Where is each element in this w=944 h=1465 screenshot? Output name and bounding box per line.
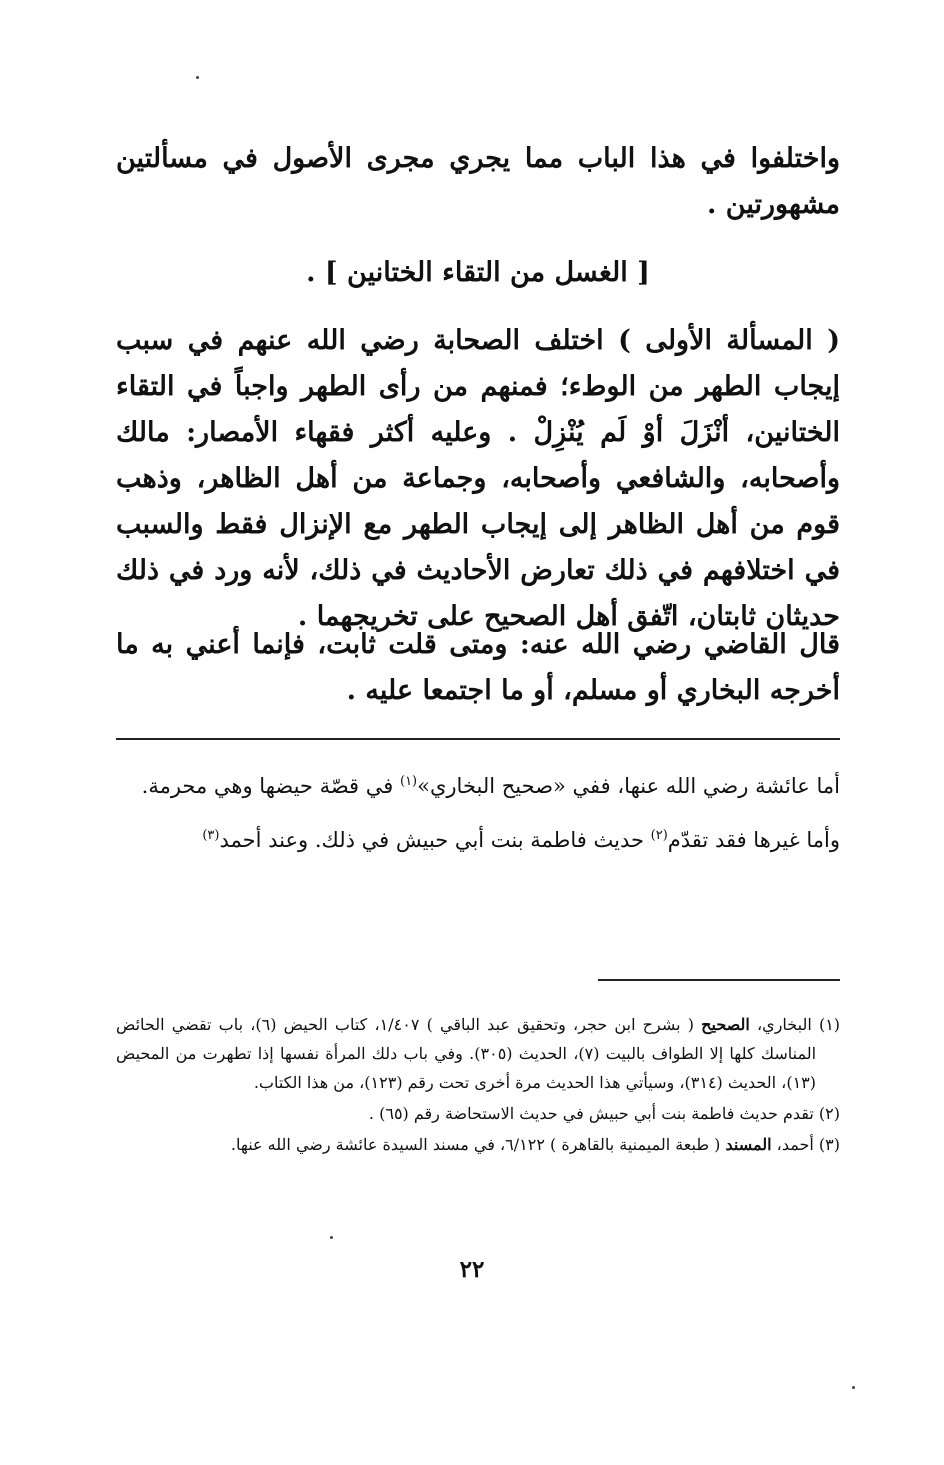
commentary-line-1: [116, 762, 840, 806]
issue-label: ( المسألة الأولى ): [618, 325, 840, 356]
footnote-text: ( طبعة الميمنية بالقاهرة ) ٦/١٢٢، في مسند السيدة عائشة رضي الله عنها.: [230, 1135, 726, 1154]
scan-speck: [196, 76, 199, 79]
commentary-text: حديث فاطمة بنت أبي حبيش في ذلك. وعند أحمد: [219, 828, 651, 852]
main-paragraph-3: قال القاضي رضي الله عنه: ومتى قلت ثابت، فإنما أعني به ما أخرجه البخاري أو مسلم، أو ما اجتمعا عليه .: [116, 629, 840, 706]
footnote-2: (٢) تقدم حديث فاطمة بنت أبي حبيش في حديث الاستحاضة رقم (٦٥) .: [368, 1104, 840, 1123]
footnote-3: [116, 1130, 840, 1159]
footnote-ref: (٢): [650, 828, 668, 843]
footnote-1: [116, 1010, 840, 1097]
footnote-number: (٣): [818, 1135, 840, 1154]
footnote-text: ( بشرح ابن حجر، وتحقيق عبد الباقي ) ١/٤٠٧، كتاب الحيض (٦)، باب تقضي الحائض المناسك كلها إلا الطواف بالبيت (٧)، الحديث (٣٠٥). وفي باب دلك المرأة نفسها إذا تطهرت من المحيض (١٣)، الحديث (٣١٤)، وسيأتي هذا الحديث مرة أخرى تحت رقم (١٢٣)، من هذا الكتاب.: [116, 1015, 817, 1092]
commentary-line-2: [116, 816, 840, 860]
section-heading: [ الغسل من التقاء الختانين ] .: [306, 257, 650, 288]
footnote-title: الصحيح: [701, 1015, 750, 1034]
commentary-block: [116, 762, 840, 860]
footnotes-divider: [598, 979, 840, 981]
commentary-text: في قصّة حيضها وهي محرمة.: [141, 774, 400, 798]
main-paragraph-1: واختلفوا في هذا الباب مما يجري مجرى الأصول في مسألتين مشهورتين .: [116, 143, 840, 220]
footnotes-block: [116, 1010, 840, 1161]
page-number: ٢٢: [459, 1256, 485, 1283]
footnote-divider: [116, 738, 840, 740]
issue-text: اختلف الصحابة رضي الله عنهم في سبب إيجاب الطهر من الوطء؛ فمنهم من رأى الطهر واجباً في التقاء الختانين، أنْزَلَ أوْ لَم يُنْزِلْ . وعليه أكثر فقهاء الأمصار: مالك وأصحابه، والشافعي وأصحابه، وجماعة من أهل الظاهر، وذهب قوم من أهل الظاهر إلى إيجاب الطهر مع الإنزال فقط والسبب في اختلافهم في ذلك تعارض الأحاديث في ذلك، لأنه ورد في ذلك حديثان ثابتان، اتّفق أهل الصحيح على تخريجهما .: [116, 325, 840, 632]
commentary-text: أما عائشة رضي الله عنها، ففي «صحيح البخاري»: [417, 774, 840, 798]
scan-speck: [852, 1386, 855, 1389]
footnote-author: أحمد،: [771, 1135, 819, 1154]
footnote-title: المسند: [725, 1135, 772, 1154]
commentary-text: وأما غيرها فقد تقدّم: [667, 828, 840, 852]
scan-speck: [330, 1236, 333, 1239]
main-paragraph-2: [116, 318, 840, 640]
footnote-ref: (٣): [202, 828, 220, 843]
footnote-ref: (١): [399, 774, 418, 789]
footnote-number: (١): [818, 1015, 841, 1034]
footnote-author: البخاري،: [749, 1015, 819, 1034]
